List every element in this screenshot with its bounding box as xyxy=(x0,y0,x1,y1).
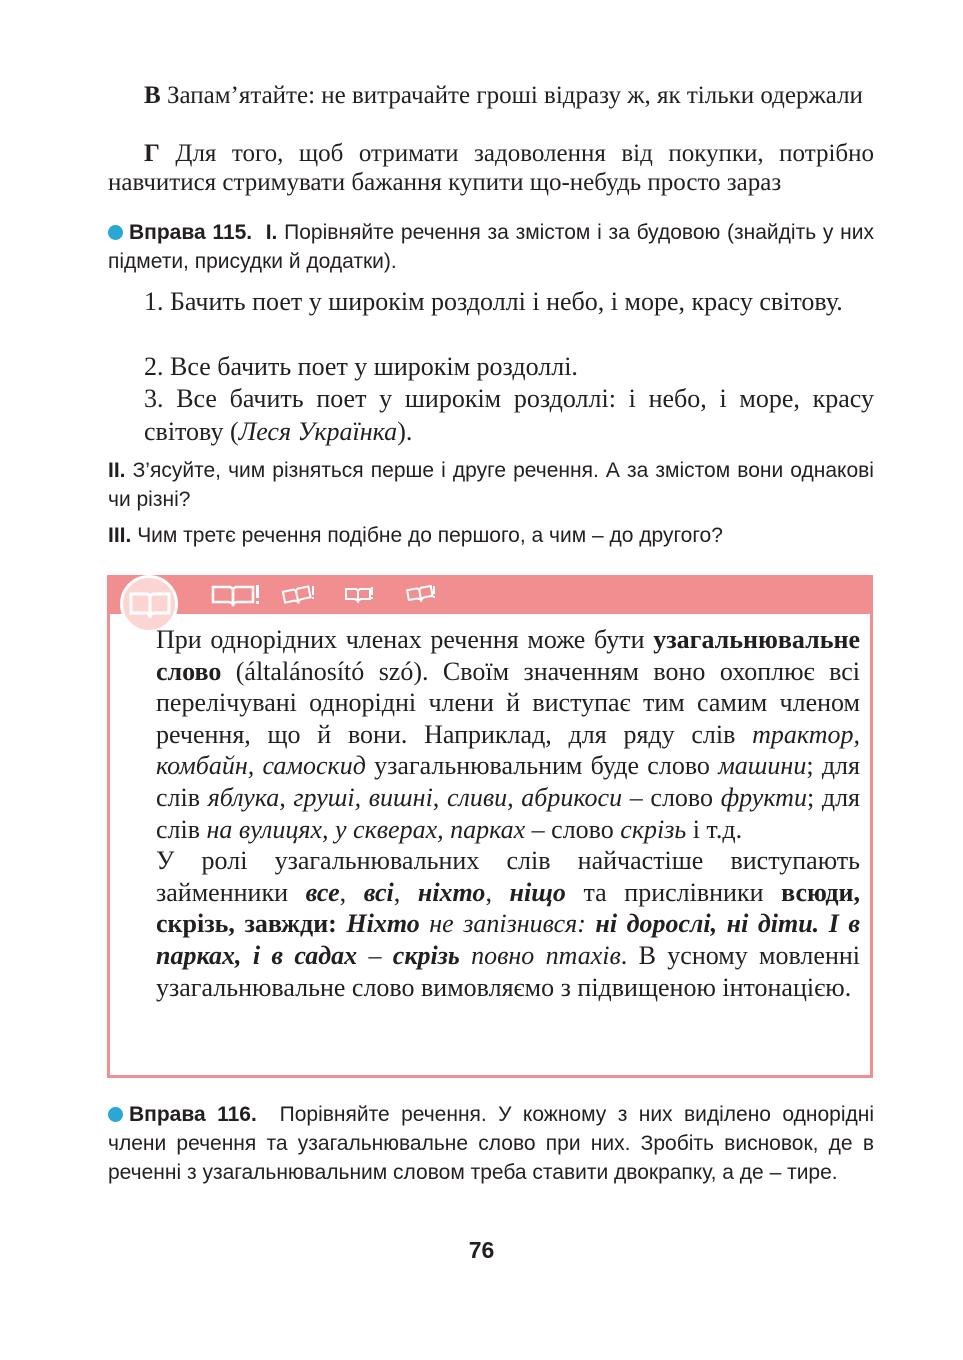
scallop-dot xyxy=(711,615,719,619)
scallop-dot xyxy=(321,615,329,619)
task-text: З’ясуйте, чим різняться перше і друге речення. А за змістом вони однакові чи різні? xyxy=(108,459,874,511)
book-icon xyxy=(282,584,316,606)
scallop-dot xyxy=(331,615,339,619)
scallop-dot xyxy=(361,615,369,619)
example-sentence-1: 1. Бачить поет у широкім роздоллі і небо, і море, красу світову. xyxy=(144,287,843,316)
scallop-dot xyxy=(371,615,379,619)
task-text: Порівняйте речення за змістом і за будовою (знайдіть у них підмети, присудки й додатки). xyxy=(108,221,874,273)
scallop-dot xyxy=(391,615,399,619)
scallop-dot xyxy=(401,615,409,619)
answer-option-g xyxy=(108,139,874,197)
scallop-dot xyxy=(781,615,789,619)
scallop-dot xyxy=(731,615,739,619)
scallop-dot xyxy=(311,615,319,619)
part-number: І. xyxy=(265,221,278,244)
scallop-dot xyxy=(521,615,529,619)
scallop-border xyxy=(110,611,870,619)
task-text: Порівняйте речення. У кожному з них виділено однорідні члени речення та узагальнювальне слово при них. Зробіть висновок, де в реченні з узагальнювальним словом треба ставити двокрапку, а де – тире. xyxy=(108,1103,875,1184)
book-icon xyxy=(344,585,374,605)
scallop-dot xyxy=(661,615,669,619)
exercise-115-part-2 xyxy=(108,456,874,514)
scallop-dot xyxy=(291,615,299,619)
exercise-label: Вправа 115. xyxy=(129,221,253,244)
scallop-dot xyxy=(651,615,659,619)
part-number: ІІ. xyxy=(108,459,126,482)
answer-text: Запам’ятайте: не витрачайте гроші відразу ж, як тільки одержали xyxy=(166,82,863,109)
scallop-dot xyxy=(441,615,449,619)
scallop-dot xyxy=(591,615,599,619)
scallop-dot xyxy=(841,615,849,619)
bullet-dot-icon xyxy=(108,225,123,240)
example-sentence-3: 3. Все бачить поет у широкім роздоллі: і небо, і море, красу світову (Леся Українка). xyxy=(144,384,874,446)
scallop-dot xyxy=(621,615,629,619)
scallop-dot xyxy=(681,615,689,619)
scallop-dot xyxy=(501,615,509,619)
scallop-dot xyxy=(571,615,579,619)
scallop-dot xyxy=(561,615,569,619)
scallop-dot xyxy=(271,615,279,619)
scallop-dot xyxy=(691,615,699,619)
scallop-dot xyxy=(481,615,489,619)
scallop-dot xyxy=(811,615,819,619)
answer-option-v xyxy=(108,81,874,110)
part-number: ІІІ. xyxy=(108,524,132,547)
scallop-dot xyxy=(451,615,459,619)
rule-header-band xyxy=(110,578,870,614)
answer-letter: Г xyxy=(144,140,160,167)
scallop-dot xyxy=(221,615,229,619)
book-icon xyxy=(406,584,436,604)
example-sentence-2: 2. Все бачить поет у широкім роздоллі. xyxy=(144,352,578,381)
scallop-dot xyxy=(641,615,649,619)
scallop-dot xyxy=(761,615,769,619)
scallop-dot xyxy=(511,615,519,619)
scallop-dot xyxy=(491,615,499,619)
answer-letter: В xyxy=(144,82,161,109)
scallop-dot xyxy=(581,615,589,619)
scallop-dot xyxy=(251,615,259,619)
scallop-dot xyxy=(261,615,269,619)
exercise-label: Вправа 116. xyxy=(129,1103,257,1126)
scallop-dot xyxy=(461,615,469,619)
scallop-dot xyxy=(831,615,839,619)
exercise-116-task xyxy=(108,1100,874,1187)
scallop-dot xyxy=(341,615,349,619)
rule-paragraph-1: При однорідних членах речення може бути узагальнювальне слово (általánosító szó). Своїм значенням воно охоплює всі перелічувані однорідні члени й виступає тим самим членом речення, що й вони. Наприклад, для ряду слів трактор, комбайн, самоскид узагальнювальним буде слово машини; для слів яблука, груші, вишні, сливи, абрикоси – слово фрукти; для слів на вулицях, у скверах, парках – слово скрізь і т.д. xyxy=(156,625,861,844)
scallop-dot xyxy=(351,615,359,619)
grammar-rule-box xyxy=(107,575,873,1078)
scallop-dot xyxy=(421,615,429,619)
scallop-dot xyxy=(861,615,869,619)
book-icon xyxy=(210,582,260,608)
exercise-115-task xyxy=(108,218,874,276)
exercise-115-part-3 xyxy=(108,521,874,550)
scallop-dot xyxy=(241,615,249,619)
scallop-dot xyxy=(801,615,809,619)
scallop-dot xyxy=(721,615,729,619)
scallop-dot xyxy=(771,615,779,619)
scallop-dot xyxy=(611,615,619,619)
scallop-dot xyxy=(231,615,239,619)
scallop-dot xyxy=(111,615,119,619)
rule-paragraph-2: У ролі узагальнювальних слів найчастіше виступають займенники все, всі, ніхто, ніщо та прислівники всюди, скрізь, завжди: Ніхто не запізнився: ні дорослі, ні діти. І в парках, і в садах – скрізь повно птахів. В усному мовленні узагальнювальне слово вимовляємо з підвищеною інтонацією. xyxy=(156,846,861,1002)
book-icon xyxy=(123,578,175,630)
scallop-dot xyxy=(191,615,199,619)
scallop-dot xyxy=(821,615,829,619)
scallop-dot xyxy=(701,615,709,619)
term-bold: узагальнювальне слово xyxy=(156,625,860,686)
scallop-dot xyxy=(281,615,289,619)
scallop-dot xyxy=(201,615,209,619)
scallop-dot xyxy=(541,615,549,619)
answer-text: Для того, щоб отримати задоволення від покупки, потрібно навчитися стримувати бажання купити що-небудь просто зараз xyxy=(108,140,874,196)
page-number: 76 xyxy=(468,1237,495,1263)
scallop-dot xyxy=(551,615,559,619)
scallop-dot xyxy=(411,615,419,619)
scallop-dot xyxy=(601,615,609,619)
scallop-dot xyxy=(631,615,639,619)
scallop-dot xyxy=(431,615,439,619)
scallop-dot xyxy=(671,615,679,619)
scallop-dot xyxy=(851,615,859,619)
scallop-dot xyxy=(211,615,219,619)
scallop-dot xyxy=(471,615,479,619)
scallop-dot xyxy=(791,615,799,619)
scallop-dot xyxy=(741,615,749,619)
scallop-dot xyxy=(531,615,539,619)
bullet-dot-icon xyxy=(108,1107,123,1122)
scallop-dot xyxy=(181,615,189,619)
scallop-dot xyxy=(301,615,309,619)
task-text: Чим третє речення подібне до першого, а чим – до другого? xyxy=(137,524,723,547)
rule-text xyxy=(120,624,860,1003)
scallop-dot xyxy=(751,615,759,619)
scallop-dot xyxy=(381,615,389,619)
sentence-author: Леся Українка xyxy=(238,417,398,446)
